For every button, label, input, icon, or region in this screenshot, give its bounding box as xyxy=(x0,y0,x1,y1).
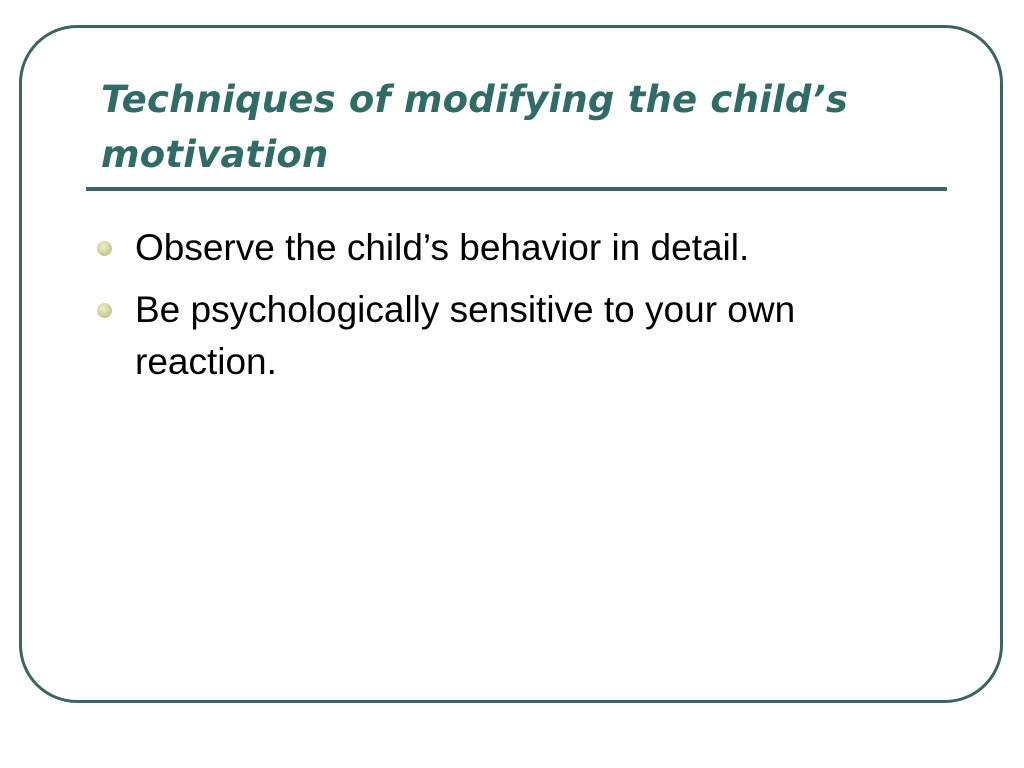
slide-title: Techniques of modifying the child’s motivation xyxy=(101,78,849,176)
bullet-item xyxy=(97,284,947,388)
bullet-dot-icon xyxy=(97,303,112,318)
title-underline xyxy=(86,187,947,191)
bullet-text: Observe the child’s behavior in detail. xyxy=(135,227,750,268)
bullet-list xyxy=(97,222,947,398)
bullet-text: Be psychologically sensitive to your own reaction. xyxy=(135,289,796,382)
bullet-item xyxy=(97,222,947,274)
bullet-dot-icon xyxy=(97,241,112,256)
